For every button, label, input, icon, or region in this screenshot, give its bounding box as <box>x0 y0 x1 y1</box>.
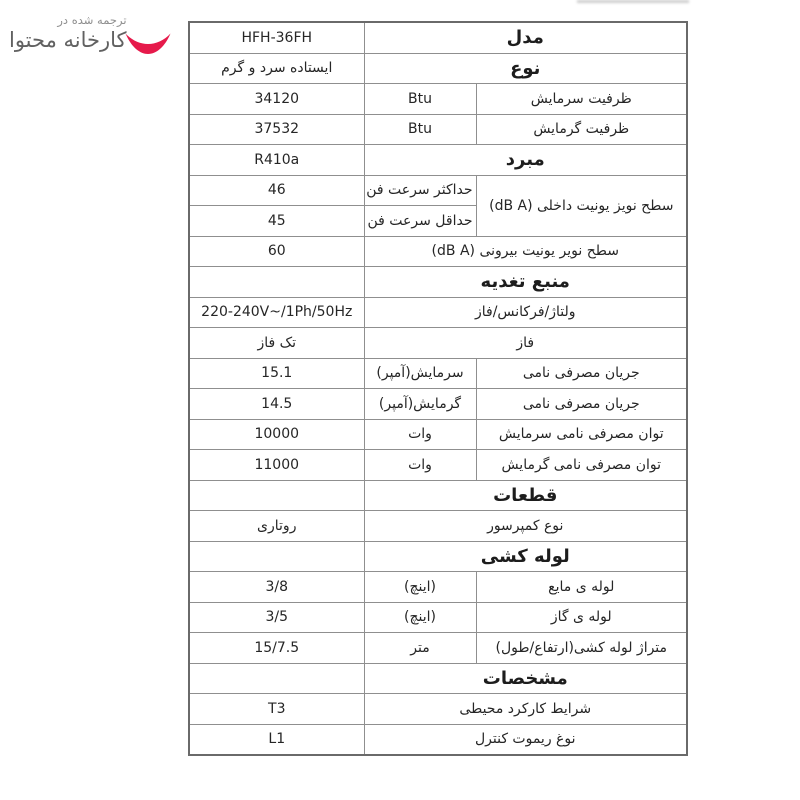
table-row <box>189 297 687 328</box>
table-row <box>189 84 687 115</box>
spec-cell: 34120 <box>189 84 364 115</box>
logo-text <box>9 13 127 55</box>
spec-cell: T3 <box>189 694 364 725</box>
table-row <box>189 22 687 53</box>
table-row <box>189 602 687 633</box>
spec-cell: 3/5 <box>189 602 364 633</box>
spec-cell: جریان مصرفی نامی <box>476 358 687 389</box>
spec-cell: ولتاژ/فرکانس/فاز <box>364 297 687 328</box>
table-row <box>189 236 687 267</box>
table-row <box>189 633 687 664</box>
table-row <box>189 450 687 481</box>
spec-cell: 46 <box>189 175 364 206</box>
spec-cell: توان مصرفی نامی سرمایش <box>476 419 687 450</box>
table-row <box>189 267 687 298</box>
spec-cell: 220-240V~/1Ph/50Hz <box>189 297 364 328</box>
spec-cell: سرمایش(آمپر) <box>364 358 476 389</box>
table-row <box>189 541 687 572</box>
spec-cell <box>189 663 364 694</box>
spec-cell: ظرفیت سرمایش <box>476 84 687 115</box>
spec-cell: لوله ی مایع <box>476 572 687 603</box>
spec-cell: 11000 <box>189 450 364 481</box>
spec-cell: حداقل سرعت فن <box>364 206 476 237</box>
table-row <box>189 389 687 420</box>
spec-cell: R410a <box>189 145 364 176</box>
table-row <box>189 328 687 359</box>
table-row <box>189 724 687 755</box>
spec-cell: حداکثر سرعت فن <box>364 175 476 206</box>
section-header-cell: لوله کشی <box>364 541 687 572</box>
table-row <box>189 511 687 542</box>
spec-cell: وات <box>364 419 476 450</box>
spec-cell: فاز <box>364 328 687 359</box>
cropped-top-artifact <box>577 0 689 3</box>
spec-cell: 3/8 <box>189 572 364 603</box>
spec-cell: (اینچ) <box>364 602 476 633</box>
spec-cell <box>189 480 364 511</box>
spec-cell: لوله ی گاز <box>476 602 687 633</box>
section-header-cell: مبرد <box>364 145 687 176</box>
spec-table <box>188 21 688 756</box>
table-row <box>189 419 687 450</box>
spec-cell: HFH-36FH <box>189 22 364 53</box>
spec-cell: ظرفیت گرمایش <box>476 114 687 145</box>
logo-tagline: ترجمه شده در <box>57 13 127 27</box>
section-header-cell: منبع تغدیه <box>364 267 687 298</box>
section-header-cell: نوع <box>364 53 687 84</box>
spec-table-body <box>189 22 687 755</box>
spec-cell: 60 <box>189 236 364 267</box>
section-header-cell: مدل <box>364 22 687 53</box>
spec-cell: 15/7.5 <box>189 633 364 664</box>
logo-title: کارخانه محتوا <box>9 28 127 53</box>
spec-cell: سطح نویر یونیت بیرونی (dB A) <box>364 236 687 267</box>
table-row <box>189 663 687 694</box>
spec-cell: متر <box>364 633 476 664</box>
content-factory-logo <box>9 13 172 55</box>
table-row <box>189 114 687 145</box>
table-row <box>189 145 687 176</box>
spec-cell: توان مصرفی نامی گرمایش <box>476 450 687 481</box>
smile-icon <box>124 31 172 55</box>
spec-cell: ایستاده سرد و گرم <box>189 53 364 84</box>
spec-cell: 14.5 <box>189 389 364 420</box>
spec-cell: سطح نویز یونیت داخلی (dB A) <box>476 175 687 236</box>
spec-cell: L1 <box>189 724 364 755</box>
spec-cell: 37532 <box>189 114 364 145</box>
spec-cell: 15.1 <box>189 358 364 389</box>
spec-cell: Btu <box>364 114 476 145</box>
table-row <box>189 175 687 206</box>
spec-cell: متراژ لوله کشی(ارتفاع/طول) <box>476 633 687 664</box>
section-header-cell: مشخصات <box>364 663 687 694</box>
spec-cell: نوع کمپرسور <box>364 511 687 542</box>
spec-cell: وات <box>364 450 476 481</box>
spec-cell: جریان مصرفی نامی <box>476 389 687 420</box>
spec-cell: تک فاز <box>189 328 364 359</box>
spec-cell: Btu <box>364 84 476 115</box>
spec-cell <box>189 541 364 572</box>
section-header-cell: قطعات <box>364 480 687 511</box>
table-row <box>189 480 687 511</box>
table-row <box>189 358 687 389</box>
spec-cell <box>189 267 364 298</box>
table-row <box>189 694 687 725</box>
spec-cell: گرمایش(آمپر) <box>364 389 476 420</box>
table-row <box>189 53 687 84</box>
spec-cell: شرایط کارکرد محیطی <box>364 694 687 725</box>
spec-cell: روتاری <box>189 511 364 542</box>
table-row <box>189 572 687 603</box>
spec-cell: (اینچ) <box>364 572 476 603</box>
spec-cell: نوغ ریموت کنترل <box>364 724 687 755</box>
spec-cell: 10000 <box>189 419 364 450</box>
spec-cell: 45 <box>189 206 364 237</box>
